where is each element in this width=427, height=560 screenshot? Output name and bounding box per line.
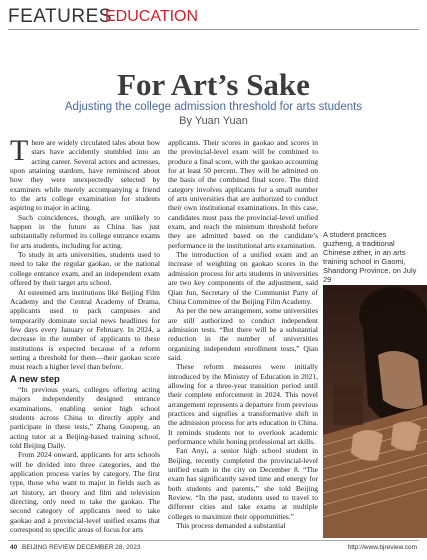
paragraph: Such coincidences, though, are unlikely to happen in the future as China has just substantially reformed its college entrance exams for arts students, including for acting. bbox=[10, 212, 160, 250]
drop-cap: T bbox=[10, 138, 29, 167]
paragraph: The introduction of a unified exam and an increase of weighting on gaokao scores in the admission process for arts students in universities are two key components of the adjustment, said Qian Jun, Secretary of the Communist Party of China Committee of the Beijing Film Academy. bbox=[168, 250, 318, 306]
article-title: For Art’s Sake bbox=[117, 67, 310, 102]
footer-divider bbox=[8, 540, 419, 541]
photo-caption: A student practices guzheng, a traditional Chinese zither, in an arts training school in Gaomi, Shandong Province, on July 29 bbox=[323, 230, 417, 284]
paragraph: As per the new arrangement, some universities are still authorized to conduct independent admission tests. “But there will be a substantial reduction in the number of universities organizing independent enrollment tests,” Qian said. bbox=[168, 306, 318, 362]
guzheng-photo bbox=[323, 285, 427, 538]
paragraph: “In previous years, colleges offering acting majors independently designed entrance examinations, enabling senior high school students across China to directly apply and participate in these tests,” Zhang Guopeng, an acting tutor at a Beijing-based training school, told Beijing Daily. bbox=[10, 384, 160, 450]
paragraph: Fan Anyi, a senior high school student in Beijing, recently completed the provincial-level unified exam in the city on December 8. “The exam has significantly saved time and energy for both students and parents,” she told Beijing Review. “In the past, students used to travel to different cities and take exams at multiple colleges to maximize their opportunities.” bbox=[168, 446, 318, 521]
footer-left bbox=[10, 544, 141, 551]
article-subtitle: Adjusting the college admission threshold for arts students bbox=[64, 101, 363, 113]
photo-illustration bbox=[323, 285, 427, 538]
publication-info: BEIJING REVIEW DECEMBER 28, 2023 bbox=[22, 544, 141, 551]
article-column-1 bbox=[10, 138, 160, 538]
paragraph: applicants. Their scores in gaokao and scores in the provincial-level exam will be combined to produce a final score, with the gaokao accounting for at least 50 percent. They will be admitted on the basis of the combined final score. The third category involves applicants for a small number of arts universities that are authorized to conduct their own institutional examinations. In this case, candidates must pass the provincial-level unified exam, and reach the minimum threshold before they are admitted based on the candidate’s performance in the institutional arts examination. bbox=[168, 138, 318, 250]
article-column-2 bbox=[168, 138, 318, 538]
section-divider bbox=[8, 29, 419, 30]
article-subhead: A new step bbox=[10, 373, 60, 385]
paragraph: To study in arts universities, students used to need to take the regular gaokao, or the national college entrance exam, and an independent exam offered by their target arts school. bbox=[10, 250, 160, 288]
paragraph: This process demanded a substantial bbox=[176, 521, 286, 531]
page-number: 40 bbox=[10, 544, 18, 551]
paragraph: These reform measures were initially introduced by the Ministry of Education in 2021, allowing for a three-year transition period until their complete enforcement in 2024. This novel arrangement represents a departure from previous practices and signifies a transformative shift in the admission process for arts education in China. It reminds students not to overlook academic performance while honing professional art skills. bbox=[168, 362, 318, 446]
article-byline: By Yuan Yuan bbox=[179, 115, 248, 127]
section-label: FEATURES bbox=[8, 6, 112, 27]
section-header bbox=[8, 6, 419, 28]
paragraph: From 2024 onward, applicants for arts schools will be divided into three categories, and the application process varies by category. The first type, those who want to major in fields such as art history, art theory and film and television directing, only need to take the gaokao. The second category of applicants need to take gaokao and a provincial-level unified exams that correspond to specific areas of focus for arts bbox=[10, 450, 160, 535]
paragraph: There are widely circulated tales about how stars have accidently stumbled into an acting career. Several actors and actresses, upon attaining stardom, have reminisced about how they were unexpectedly selected by examiners while merely accompanying a friend to the arts college examination for students aspiring to major in acting. bbox=[10, 138, 160, 213]
website-url: http://www.bjreview.com bbox=[347, 544, 417, 551]
section-sublabel: EDUCATION bbox=[105, 8, 199, 25]
paragraph: At esteemed arts institutions like Beijing Film Academy and the Central Academy of Drama, applicants used to pack campuses and temporarily dominate social news headlines for few days every January or February. In 2024, a decrease in the number of applicants to these institutions is expected because of a reform setting a threshold for them—their gaokao score must reach a higher level than before. bbox=[10, 287, 160, 372]
